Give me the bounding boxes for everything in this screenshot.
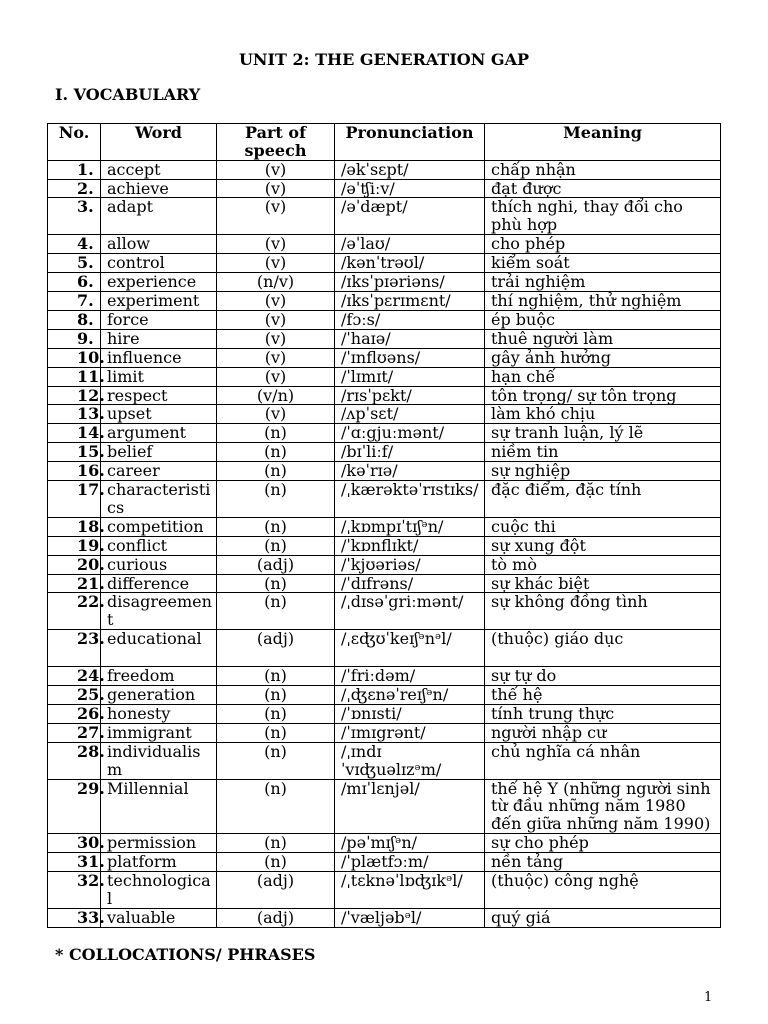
cell-word: technological <box>101 872 217 909</box>
cell-word: adapt <box>101 198 217 235</box>
cell-pronunciation: /ˈplætfɔːm/ <box>335 853 485 872</box>
cell-meaning: thuê người làm <box>485 329 721 348</box>
cell-word: difference <box>101 574 217 593</box>
cell-no: 28. <box>48 742 101 779</box>
cell-pronunciation: /bɪˈliːf/ <box>335 443 485 462</box>
cell-pronunciation: /ˌkɒmpɪˈtɪʃᵊn/ <box>335 517 485 536</box>
cell-word: curious <box>101 555 217 574</box>
cell-part-of-speech: (v) <box>217 235 335 254</box>
cell-pronunciation: /ˌɛʤʊˈkeɪʃᵊnᵊl/ <box>335 630 485 667</box>
vocabulary-table-body <box>48 160 721 927</box>
cell-part-of-speech: (n/v) <box>217 273 335 292</box>
vocab-row <box>48 574 721 593</box>
cell-meaning: thích nghi, thay đổi cho phù hợp <box>485 198 721 235</box>
cell-word: control <box>101 254 217 273</box>
cell-no: 2. <box>48 179 101 198</box>
cell-meaning: tôn trọng/ sự tôn trọng <box>485 386 721 405</box>
cell-meaning: làm khó chịu <box>485 405 721 424</box>
cell-part-of-speech: (n) <box>217 742 335 779</box>
cell-pronunciation: /ˈvæljəbᵊl/ <box>335 908 485 927</box>
cell-pronunciation: /ˈɒnɪsti/ <box>335 704 485 723</box>
cell-meaning: người nhập cư <box>485 723 721 742</box>
cell-meaning: nền tảng <box>485 853 721 872</box>
cell-word: characteristics <box>101 481 217 518</box>
cell-meaning: gây ảnh hưởng <box>485 348 721 367</box>
cell-word: generation <box>101 685 217 704</box>
header-meaning: Meaning <box>485 123 721 160</box>
cell-no: 31. <box>48 853 101 872</box>
vocab-row <box>48 160 721 179</box>
cell-pronunciation: /kənˈtrəʊl/ <box>335 254 485 273</box>
vocab-row <box>48 179 721 198</box>
cell-part-of-speech: (v) <box>217 348 335 367</box>
vocab-row <box>48 872 721 909</box>
vocab-row <box>48 254 721 273</box>
cell-pronunciation: /ˈɑːgjuːmənt/ <box>335 424 485 443</box>
vocab-row <box>48 704 721 723</box>
cell-pronunciation: /ˈdɪfrəns/ <box>335 574 485 593</box>
cell-no: 1. <box>48 160 101 179</box>
cell-part-of-speech: (v) <box>217 179 335 198</box>
cell-part-of-speech: (v) <box>217 291 335 310</box>
cell-pronunciation: /ˌdɪsəˈgriːmənt/ <box>335 593 485 630</box>
cell-pronunciation: /rɪsˈpɛkt/ <box>335 386 485 405</box>
cell-part-of-speech: (n) <box>217 779 335 834</box>
cell-part-of-speech: (adj) <box>217 908 335 927</box>
cell-pronunciation: /ˈlɪmɪt/ <box>335 367 485 386</box>
vocab-row <box>48 386 721 405</box>
cell-pronunciation: /ɪksˈpɛrɪmɛnt/ <box>335 291 485 310</box>
cell-no: 20. <box>48 555 101 574</box>
cell-word: accept <box>101 160 217 179</box>
cell-no: 22. <box>48 593 101 630</box>
vocab-row <box>48 685 721 704</box>
cell-pronunciation: /ˌʤɛnəˈreɪʃᵊn/ <box>335 685 485 704</box>
cell-meaning: sự cho phép <box>485 834 721 853</box>
cell-part-of-speech: (n) <box>217 462 335 481</box>
cell-meaning: sự tranh luận, lý lẽ <box>485 424 721 443</box>
cell-part-of-speech: (adj) <box>217 555 335 574</box>
cell-word: argument <box>101 424 217 443</box>
cell-word: influence <box>101 348 217 367</box>
cell-no: 11. <box>48 367 101 386</box>
table-header <box>48 123 721 160</box>
cell-pronunciation: /ɪksˈpɪəriəns/ <box>335 273 485 292</box>
cell-no: 13. <box>48 405 101 424</box>
vocab-row <box>48 742 721 779</box>
cell-no: 17. <box>48 481 101 518</box>
cell-meaning: trải nghiệm <box>485 273 721 292</box>
cell-part-of-speech: (n) <box>217 593 335 630</box>
cell-part-of-speech: (n) <box>217 834 335 853</box>
section-heading-collocations: * COLLOCATIONS/ PHRASES <box>55 944 316 964</box>
cell-no: 21. <box>48 574 101 593</box>
cell-meaning: thế hệ Y (những người sinh từ đầu những năm 1980 đến giữa những năm 1990) <box>485 779 721 834</box>
cell-pronunciation: /əkˈsɛpt/ <box>335 160 485 179</box>
cell-part-of-speech: (v/n) <box>217 386 335 405</box>
cell-pronunciation: /ˈɪmɪgrənt/ <box>335 723 485 742</box>
page-number: 1 <box>704 990 713 1005</box>
cell-no: 30. <box>48 834 101 853</box>
cell-part-of-speech: (n) <box>217 517 335 536</box>
cell-no: 25. <box>48 685 101 704</box>
cell-meaning: sự tự do <box>485 667 721 686</box>
vocab-row <box>48 291 721 310</box>
cell-word: experiment <box>101 291 217 310</box>
cell-part-of-speech: (v) <box>217 405 335 424</box>
cell-meaning: niềm tin <box>485 443 721 462</box>
cell-word: allow <box>101 235 217 254</box>
cell-pronunciation: /kəˈrɪə/ <box>335 462 485 481</box>
cell-word: educational <box>101 630 217 667</box>
cell-word: honesty <box>101 704 217 723</box>
cell-meaning: sự khác biệt <box>485 574 721 593</box>
cell-part-of-speech: (n) <box>217 853 335 872</box>
vocab-row <box>48 443 721 462</box>
cell-pronunciation: /ˈkɒnflɪkt/ <box>335 536 485 555</box>
cell-meaning: chấp nhận <box>485 160 721 179</box>
section-heading-vocabulary: I. VOCABULARY <box>55 84 201 104</box>
cell-word: individualism <box>101 742 217 779</box>
cell-part-of-speech: (n) <box>217 424 335 443</box>
cell-meaning: đặc điểm, đặc tính <box>485 481 721 518</box>
cell-part-of-speech: (n) <box>217 685 335 704</box>
cell-word: competition <box>101 517 217 536</box>
cell-pronunciation: /ˌɪndɪˈvɪʤuəlɪzᵊm/ <box>335 742 485 779</box>
vocab-row <box>48 329 721 348</box>
cell-word: Millennial <box>101 779 217 834</box>
cell-no: 8. <box>48 310 101 329</box>
cell-pronunciation: /əˈʧiːv/ <box>335 179 485 198</box>
cell-no: 7. <box>48 291 101 310</box>
cell-meaning: chủ nghĩa cá nhân <box>485 742 721 779</box>
document-title: UNIT 2: THE GENERATION GAP <box>238 50 530 69</box>
vocab-row <box>48 517 721 536</box>
vocab-row <box>48 630 721 667</box>
vocab-row <box>48 198 721 235</box>
cell-no: 14. <box>48 424 101 443</box>
header-part-of-speech: Part of speech <box>217 123 335 160</box>
cell-meaning: (thuộc) công nghệ <box>485 872 721 909</box>
cell-word: experience <box>101 273 217 292</box>
cell-word: freedom <box>101 667 217 686</box>
cell-part-of-speech: (n) <box>217 443 335 462</box>
cell-part-of-speech: (v) <box>217 367 335 386</box>
cell-meaning: tính trung thực <box>485 704 721 723</box>
cell-word: belief <box>101 443 217 462</box>
cell-no: 19. <box>48 536 101 555</box>
cell-part-of-speech: (v) <box>217 160 335 179</box>
vocab-row <box>48 536 721 555</box>
cell-no: 12. <box>48 386 101 405</box>
table-header-row <box>48 123 721 160</box>
cell-meaning: đạt được <box>485 179 721 198</box>
cell-meaning: hạn chế <box>485 367 721 386</box>
cell-word: platform <box>101 853 217 872</box>
cell-no: 10. <box>48 348 101 367</box>
cell-meaning: (thuộc) giáo dục <box>485 630 721 667</box>
vocab-row <box>48 779 721 834</box>
cell-no: 26. <box>48 704 101 723</box>
cell-word: force <box>101 310 217 329</box>
cell-no: 33. <box>48 908 101 927</box>
vocab-row <box>48 834 721 853</box>
cell-part-of-speech: (v) <box>217 198 335 235</box>
cell-word: upset <box>101 405 217 424</box>
cell-part-of-speech: (n) <box>217 704 335 723</box>
cell-meaning: ép buộc <box>485 310 721 329</box>
cell-pronunciation: /ˈɪnflʊəns/ <box>335 348 485 367</box>
cell-word: conflict <box>101 536 217 555</box>
cell-no: 29. <box>48 779 101 834</box>
vocab-row <box>48 424 721 443</box>
vocab-row <box>48 273 721 292</box>
cell-pronunciation: /mɪˈlɛnjəl/ <box>335 779 485 834</box>
cell-part-of-speech: (v) <box>217 254 335 273</box>
cell-pronunciation: /ˌkærəktəˈrɪstɪks/ <box>335 481 485 518</box>
cell-part-of-speech: (n) <box>217 536 335 555</box>
cell-no: 24. <box>48 667 101 686</box>
cell-no: 18. <box>48 517 101 536</box>
cell-word: respect <box>101 386 217 405</box>
cell-meaning: cho phép <box>485 235 721 254</box>
cell-word: limit <box>101 367 217 386</box>
cell-pronunciation: /əˈlaʊ/ <box>335 235 485 254</box>
cell-pronunciation: /pəˈmɪʃᵊn/ <box>335 834 485 853</box>
cell-no: 16. <box>48 462 101 481</box>
cell-word: achieve <box>101 179 217 198</box>
vocab-row <box>48 462 721 481</box>
vocab-row <box>48 481 721 518</box>
cell-word: permission <box>101 834 217 853</box>
vocab-row <box>48 908 721 927</box>
cell-word: hire <box>101 329 217 348</box>
cell-pronunciation: /əˈdæpt/ <box>335 198 485 235</box>
cell-part-of-speech: (n) <box>217 667 335 686</box>
cell-part-of-speech: (adj) <box>217 872 335 909</box>
cell-no: 6. <box>48 273 101 292</box>
vocab-row <box>48 235 721 254</box>
header-pronunciation: Pronunciation <box>335 123 485 160</box>
cell-pronunciation: /ˌtɛknəˈlɒʤɪkᵊl/ <box>335 872 485 909</box>
cell-no: 15. <box>48 443 101 462</box>
cell-word: career <box>101 462 217 481</box>
cell-part-of-speech: (n) <box>217 574 335 593</box>
cell-word: immigrant <box>101 723 217 742</box>
vocab-row <box>48 405 721 424</box>
cell-no: 27. <box>48 723 101 742</box>
cell-no: 9. <box>48 329 101 348</box>
cell-pronunciation: /ˈkjʊəriəs/ <box>335 555 485 574</box>
cell-part-of-speech: (n) <box>217 481 335 518</box>
cell-part-of-speech: (v) <box>217 329 335 348</box>
cell-meaning: tò mò <box>485 555 721 574</box>
cell-pronunciation: /fɔːs/ <box>335 310 485 329</box>
cell-pronunciation: /ʌpˈsɛt/ <box>335 405 485 424</box>
header-word: Word <box>101 123 217 160</box>
header-no: No. <box>48 123 101 160</box>
cell-meaning: quý giá <box>485 908 721 927</box>
vocab-row <box>48 367 721 386</box>
cell-meaning: kiểm soát <box>485 254 721 273</box>
vocab-row <box>48 593 721 630</box>
vocab-row <box>48 667 721 686</box>
vocab-row <box>48 555 721 574</box>
cell-word: disagreement <box>101 593 217 630</box>
cell-no: 5. <box>48 254 101 273</box>
cell-meaning: thế hệ <box>485 685 721 704</box>
cell-word: valuable <box>101 908 217 927</box>
cell-pronunciation: /ˈhaɪə/ <box>335 329 485 348</box>
cell-no: 32. <box>48 872 101 909</box>
cell-meaning: cuộc thi <box>485 517 721 536</box>
vocab-row <box>48 310 721 329</box>
cell-part-of-speech: (n) <box>217 723 335 742</box>
cell-no: 3. <box>48 198 101 235</box>
cell-part-of-speech: (v) <box>217 310 335 329</box>
vocab-row <box>48 853 721 872</box>
cell-pronunciation: /ˈfriːdəm/ <box>335 667 485 686</box>
cell-no: 4. <box>48 235 101 254</box>
vocab-row <box>48 723 721 742</box>
cell-no: 23. <box>48 630 101 667</box>
cell-meaning: sự xung đột <box>485 536 721 555</box>
cell-meaning: sự không đồng tình <box>485 593 721 630</box>
vocabulary-table <box>47 123 721 928</box>
cell-meaning: sự nghiệp <box>485 462 721 481</box>
cell-part-of-speech: (adj) <box>217 630 335 667</box>
cell-meaning: thí nghiệm, thử nghiệm <box>485 291 721 310</box>
vocab-row <box>48 348 721 367</box>
